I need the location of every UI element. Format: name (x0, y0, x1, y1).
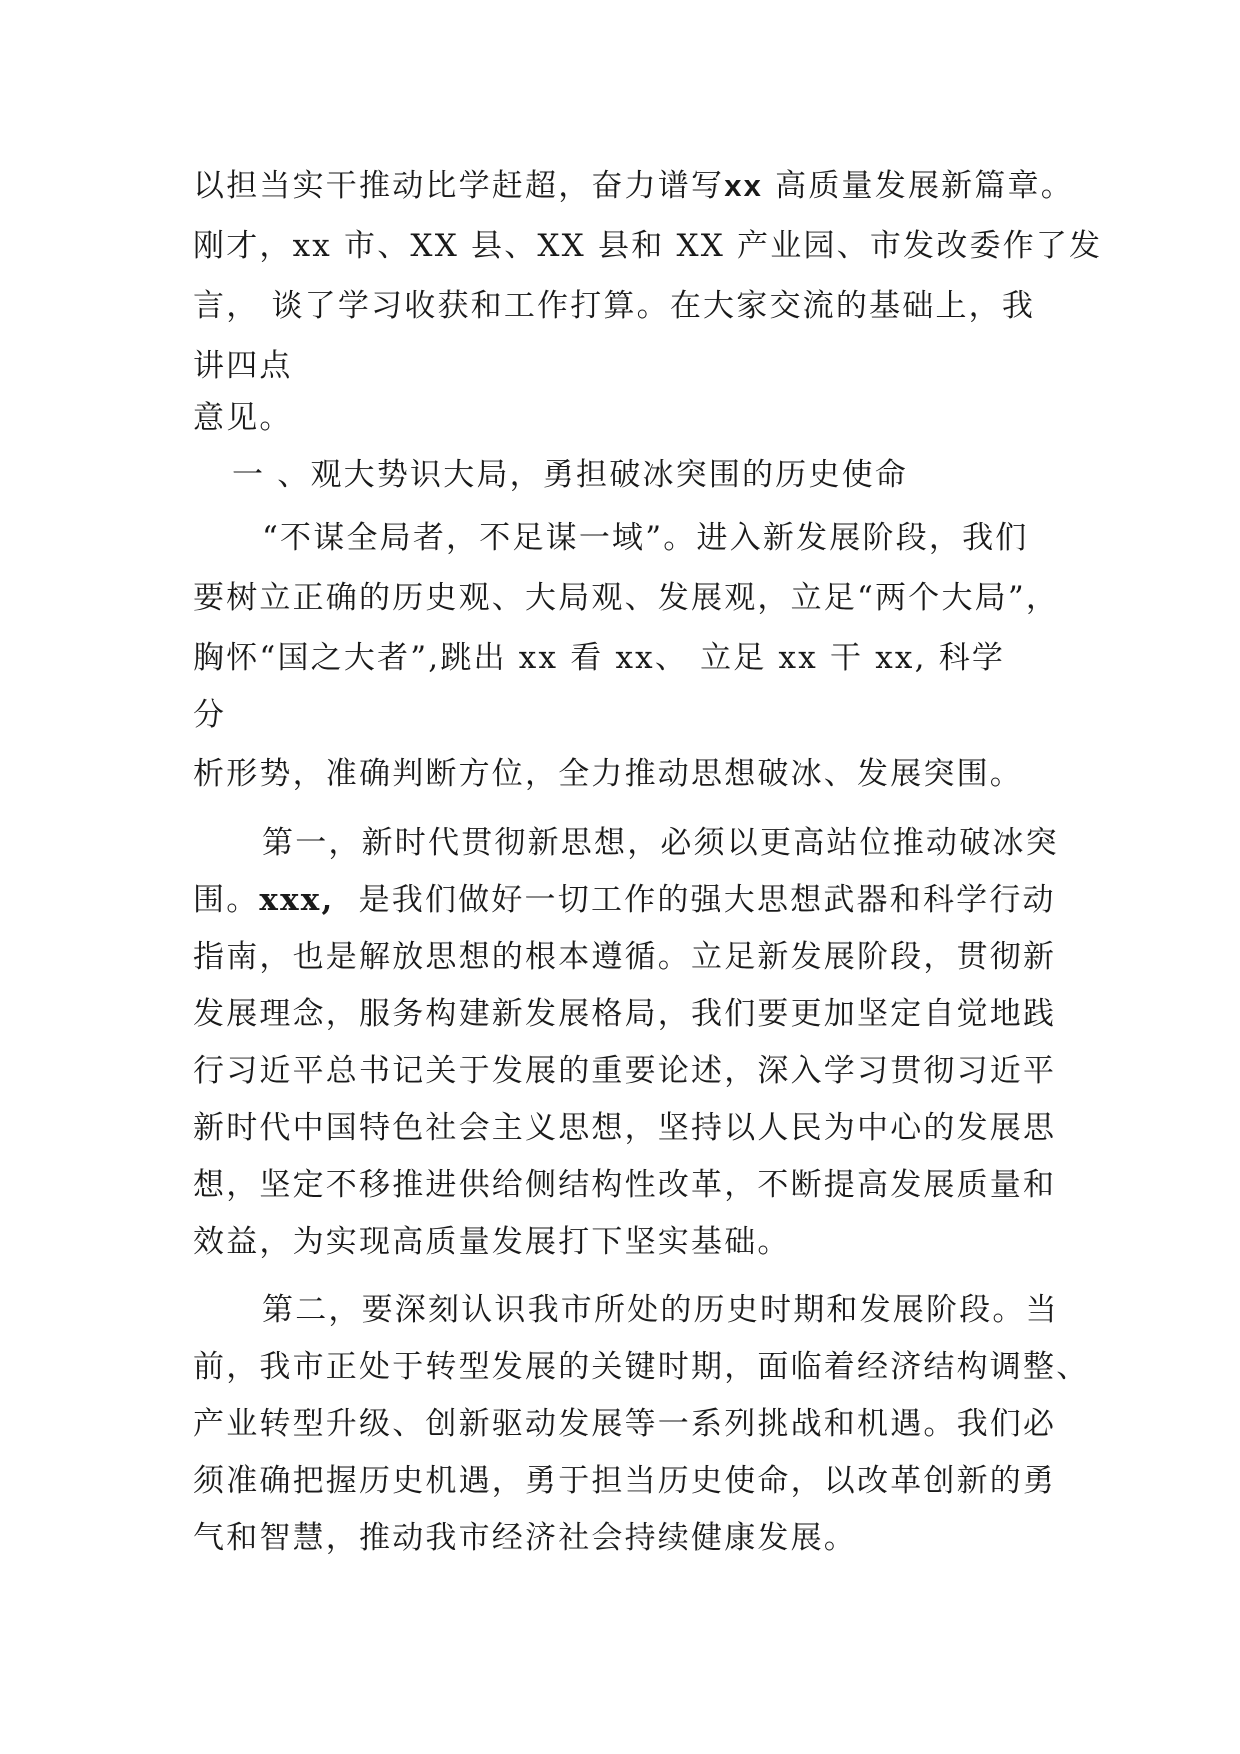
p2-line-5: 行习近平总书记关于发展的重要论述，深入学习贯彻习近平 (193, 1053, 1057, 1089)
p2-line-7: 想，坚定不移推进供给侧结构性改革，不断提高发展质量和 (193, 1167, 1057, 1203)
p2-line-1: 第一，新时代贯彻新思想，必须以更高站位推动破冰突 (262, 825, 1059, 861)
p1-line-2: 要树立正确的历史观、大局观、发展观，立足“两个大局”， (193, 580, 1060, 616)
p1-line-5: 析形势，准确判断方位，全力推动思想破冰、发展突围。 (193, 756, 1023, 792)
p1-line-3: 胸怀“国之大者”,跳出 xx 看 xx、 立足 xx 干 xx, 科学 (193, 640, 1006, 676)
p1-line-4: 分 (193, 697, 227, 733)
p1-line-1: “不谋全局者，不足谋一域”。进入新发展阶段，我们 (262, 520, 1029, 556)
p2-line-3: 指南，也是解放思想的根本遵循。立足新发展阶段，贯彻新 (193, 939, 1057, 975)
p2-line-2-rest: 是我们做好一切工作的强大思想武器和科学行动 (358, 882, 1056, 918)
p3-line-5: 气和智慧，推动我市经济社会持续健康发展。 (193, 1520, 857, 1556)
intro-line-4: 讲四点 (193, 348, 293, 384)
p3-line-1: 第二，要深刻认识我市所处的历史时期和发展阶段。当 (262, 1292, 1059, 1328)
p3-line-2: 前，我市正处于转型发展的关键时期，面临着经济结构调整、 (193, 1349, 1090, 1385)
p2-line-2-bold: xxx, (259, 882, 335, 918)
p2-line-2-pre: 围。 (193, 882, 260, 918)
intro-line-1-text: 以担当实干推动比学赶超，奋力谱写 (193, 168, 725, 204)
p2-line-4: 发展理念，服务构建新发展格局，我们要更加坚定自觉地践 (193, 996, 1057, 1032)
p2-line-8: 效益，为实现高质量发展打下坚实基础。 (193, 1224, 791, 1260)
intro-line-1-rest: 高质量发展新篇章。 (775, 168, 1074, 204)
p2-line-2 (193, 880, 1056, 920)
p3-line-3: 产业转型升级、创新驱动发展等一系列挑战和机遇。我们必 (193, 1406, 1057, 1442)
intro-line-5: 意见。 (193, 400, 293, 436)
intro-line-3: 言， 谈了学习收获和工作打算。在大家交流的基础上，我 (193, 288, 1036, 324)
intro-line-2: 刚才，xx 市、XX 县、XX 县和 XX 产业园、市发改委作了发 (193, 228, 1103, 264)
intro-line-1 (193, 166, 1074, 206)
p3-line-4: 须准确把握历史机遇，勇于担当历史使命，以改革创新的勇 (193, 1463, 1057, 1499)
section-heading: 一 、观大势识大局，勇担破冰突围的历史使命 (232, 457, 909, 493)
intro-line-1-bold: xx (724, 168, 764, 203)
p2-line-6: 新时代中国特色社会主义思想，坚持以人民为中心的发展思 (193, 1110, 1057, 1146)
